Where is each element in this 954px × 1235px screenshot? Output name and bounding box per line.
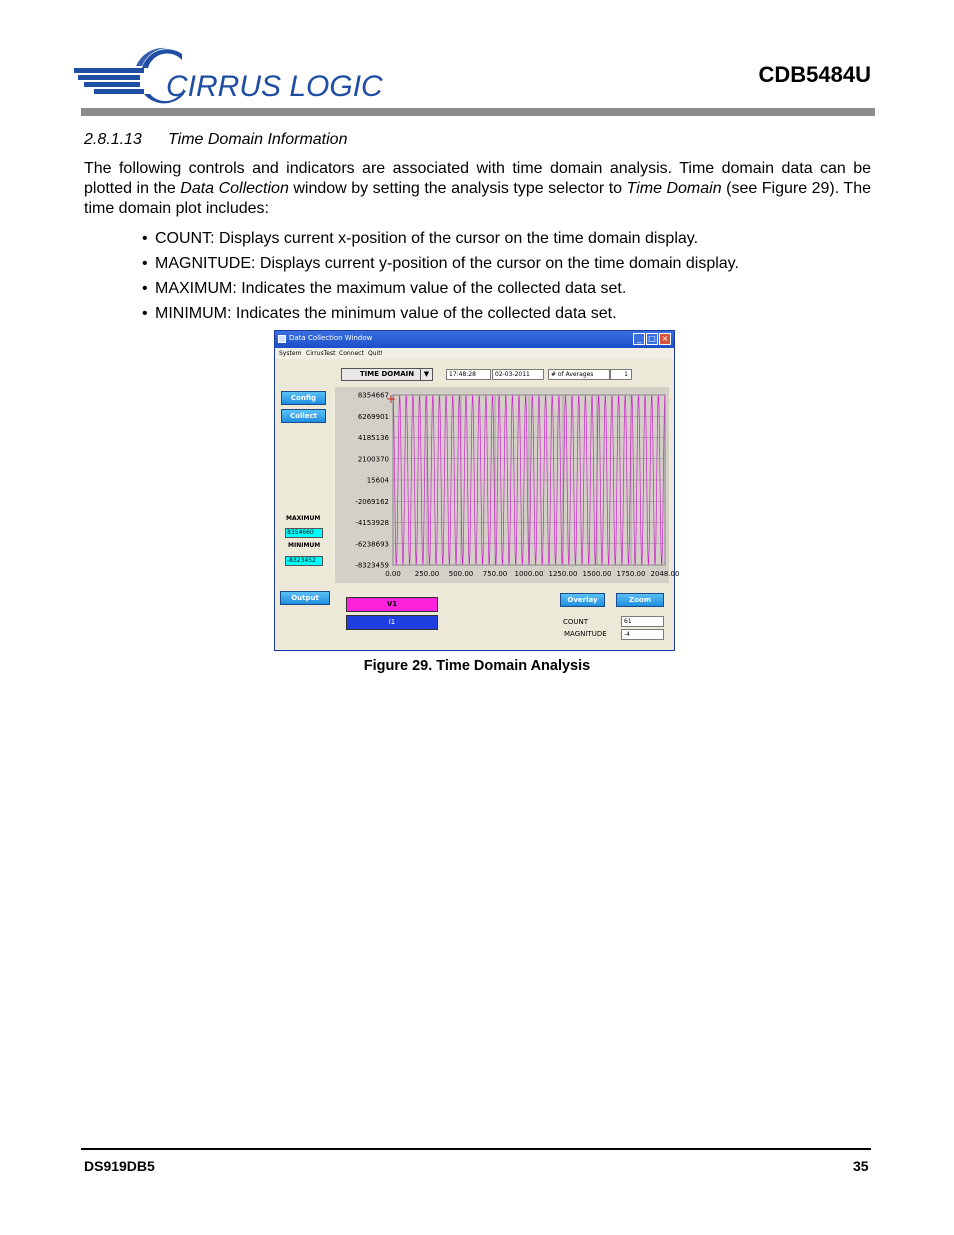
y-tick-label: -2069162 bbox=[355, 497, 389, 506]
time-field: 17:48:28 bbox=[446, 369, 491, 380]
figure-caption: Figure 29. Time Domain Analysis bbox=[363, 658, 591, 674]
data-collection-window bbox=[274, 330, 680, 651]
x-tick-label: 2048.00 bbox=[650, 570, 680, 578]
cirrus-logic-logo bbox=[74, 44, 383, 104]
minimum-value: -8323452 bbox=[285, 556, 323, 566]
chevron-down-icon: ▼ bbox=[420, 369, 432, 380]
list-item bbox=[142, 229, 862, 254]
menu-cirrustest[interactable]: CirrusTest bbox=[306, 350, 336, 357]
y-tick-label: -8323459 bbox=[355, 561, 389, 570]
list-item bbox=[142, 254, 862, 279]
analysis-type-select[interactable] bbox=[341, 368, 433, 381]
averages-input[interactable]: 1 bbox=[610, 369, 632, 380]
count-value: 61 bbox=[621, 616, 664, 627]
output-button[interactable]: Output bbox=[280, 591, 330, 605]
y-tick-label: 2100370 bbox=[357, 455, 389, 464]
bullet-text: COUNT: Displays current x-position of the cursor on the time domain display. bbox=[155, 230, 699, 247]
averages-label: # of Averages bbox=[548, 369, 610, 380]
bullet-text: MAGNITUDE: Displays current y-position of the cursor on the time domain display. bbox=[155, 255, 739, 272]
y-tick-label: -4153928 bbox=[355, 519, 389, 527]
maximize-icon[interactable]: □ bbox=[646, 333, 658, 345]
x-tick-label: 250.00 bbox=[414, 570, 440, 578]
footer-doc-id: DS919DB5 bbox=[84, 1158, 155, 1174]
y-tick-label: 8354667 bbox=[357, 391, 389, 400]
logo-text: CIRRUS LOGIC bbox=[166, 70, 383, 103]
menu-connect[interactable]: Connect bbox=[339, 350, 364, 357]
close-icon[interactable]: × bbox=[659, 333, 671, 345]
collect-button[interactable]: Collect bbox=[281, 409, 326, 423]
menu-bar bbox=[275, 348, 674, 359]
x-tick-label: 1750.00 bbox=[616, 570, 646, 578]
date-field: 02-03-2011 bbox=[492, 369, 544, 380]
x-tick-label: 1000.00 bbox=[514, 570, 544, 578]
bullet-icon: • bbox=[142, 255, 148, 272]
menu-quit[interactable]: Quit! bbox=[368, 350, 383, 357]
config-button[interactable]: Config bbox=[281, 391, 326, 405]
magnitude-label: MAGNITUDE bbox=[564, 630, 607, 638]
bullet-list bbox=[142, 229, 862, 329]
magnitude-value: -4 bbox=[621, 629, 664, 640]
section-number: 2.8.1.13 bbox=[84, 131, 142, 148]
count-label: COUNT bbox=[563, 618, 589, 626]
footer-divider bbox=[81, 1148, 871, 1150]
intro-italic-time-domain: Time Domain bbox=[626, 180, 722, 197]
y-tick-label: 6269901 bbox=[357, 412, 389, 421]
page-number: 35 bbox=[853, 1158, 869, 1174]
x-tick-label: 0.00 bbox=[385, 570, 401, 578]
app-icon bbox=[278, 335, 286, 343]
section-heading bbox=[84, 131, 347, 149]
x-axis-ticks bbox=[385, 570, 679, 578]
list-item bbox=[142, 304, 862, 329]
document-code: CDB5484U bbox=[758, 62, 871, 87]
analysis-type-value: TIME DOMAIN bbox=[359, 370, 415, 378]
intro-italic-data-collection: Data Collection bbox=[180, 180, 289, 197]
minimize-icon[interactable]: _ bbox=[633, 333, 645, 345]
x-tick-label: 750.00 bbox=[482, 570, 508, 578]
header-divider bbox=[81, 108, 875, 116]
overlay-button[interactable]: Overlay bbox=[560, 593, 605, 607]
bullet-text: MINIMUM: Indicates the minimum value of the collected data set. bbox=[155, 305, 617, 322]
intro-text-1: The following controls and indicators are associated with time domain analysis. Time domain data can be plotted in the bbox=[84, 160, 871, 197]
x-tick-label: 1500.00 bbox=[582, 570, 612, 578]
bullet-text: MAXIMUM: Indicates the maximum value of the collected data set. bbox=[155, 280, 627, 297]
bullet-icon: • bbox=[142, 230, 148, 247]
time-domain-chart[interactable] bbox=[335, 387, 680, 583]
x-tick-label: 1250.00 bbox=[548, 570, 578, 578]
x-tick-label: 500.00 bbox=[448, 570, 474, 578]
y-tick-label: -6238693 bbox=[355, 540, 389, 549]
intro-text-3: (see Figure 29). The time domain plot includes: bbox=[84, 180, 871, 217]
channel-i1-button[interactable]: I1 bbox=[346, 615, 438, 630]
y-tick-label: 4185136 bbox=[357, 434, 389, 442]
minimum-label: MINIMUM bbox=[288, 542, 321, 549]
menu-system[interactable]: System bbox=[279, 350, 302, 357]
window-title: Data Collection Window bbox=[289, 334, 373, 342]
maximum-value: 8354660 bbox=[285, 528, 323, 538]
bullet-icon: • bbox=[142, 280, 148, 297]
intro-text-2: window by setting the analysis type selector to bbox=[288, 180, 627, 197]
channel-v1-button[interactable]: V1 bbox=[346, 597, 438, 612]
intro-paragraph bbox=[84, 159, 871, 219]
section-title: Time Domain Information bbox=[168, 131, 348, 148]
bullet-icon: • bbox=[142, 305, 148, 322]
zoom-button[interactable]: Zoom bbox=[616, 593, 664, 607]
y-tick-label: 15604 bbox=[366, 476, 389, 485]
list-item bbox=[142, 279, 862, 304]
window-titlebar[interactable] bbox=[275, 331, 674, 348]
maximum-label: MAXIMUM bbox=[286, 515, 321, 522]
